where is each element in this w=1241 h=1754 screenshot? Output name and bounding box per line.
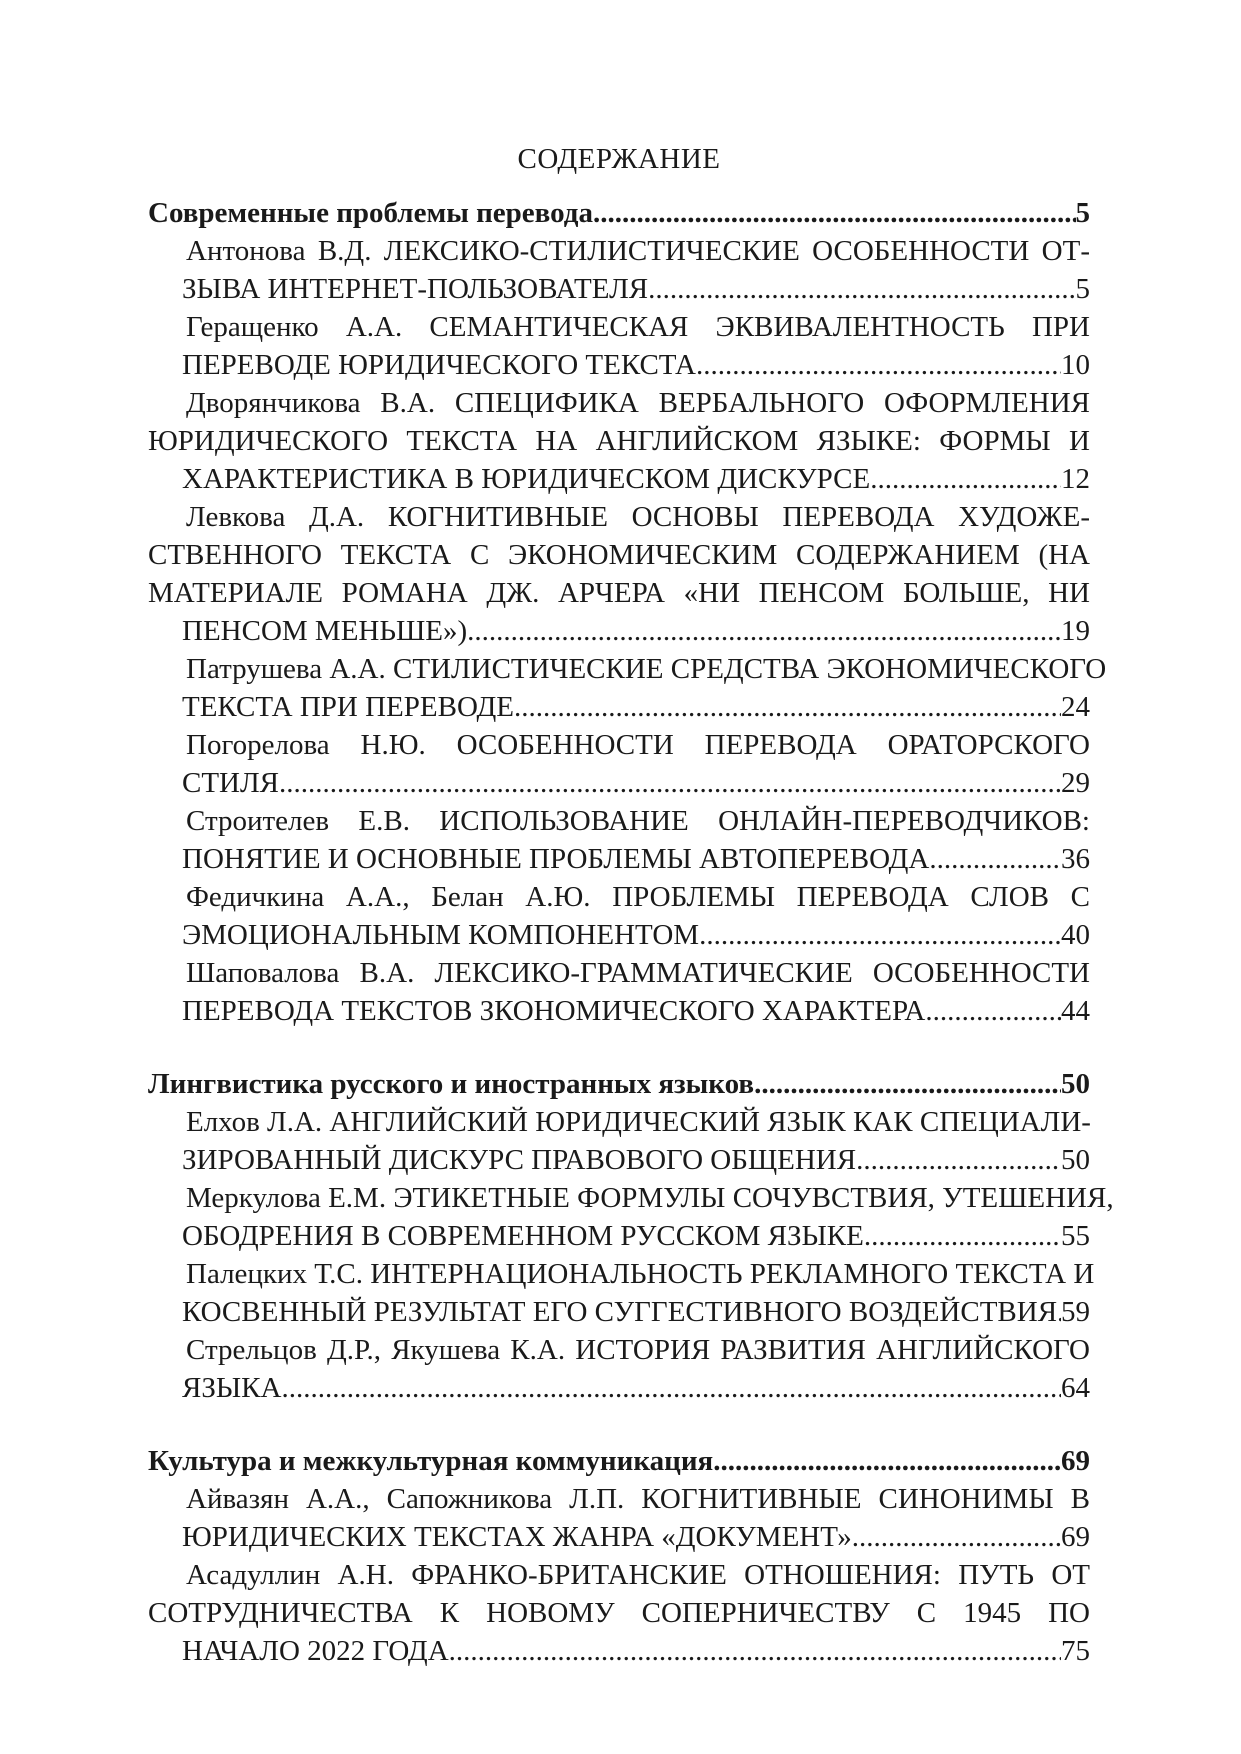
toc-section: [148, 194, 1107, 1030]
entry-text: ПЕРЕВОДЕ ЮРИДИЧЕСКОГО ТЕКСТА: [182, 349, 696, 381]
page-number: 50: [1061, 1068, 1090, 1100]
entry-last-line: [148, 840, 1090, 878]
toc-entry[interactable]: [148, 308, 1090, 384]
entry-last-line: [148, 764, 1090, 802]
dot-leader: [754, 1065, 1061, 1103]
entry-last-line: [148, 916, 1090, 954]
entry-last-line: [148, 1217, 1090, 1255]
dot-leader: [925, 992, 1061, 1030]
entry-last-line: [148, 1518, 1090, 1556]
entry-line: Геращенко А.А. СЕМАНТИЧЕСКАЯ ЭКВИВАЛЕНТНОСТЬ ПРИ: [186, 311, 1090, 343]
dot-leader: [870, 460, 1061, 498]
page-number: 5: [1075, 197, 1090, 229]
entry-line: Асадуллин А.Н. ФРАНКО-БРИТАНСКИЕ ОТНОШЕНИЯ: ПУТЬ ОТ: [186, 1559, 1090, 1591]
dot-leader: [696, 346, 1061, 384]
page-title: СОДЕРЖАНИЕ: [517, 143, 721, 175]
entry-line: МАТЕРИАЛЕ РОМАНА ДЖ. АРЧЕРА «НИ ПЕНСОМ БОЛЬШЕ, НИ: [148, 577, 1090, 609]
toc-entry[interactable]: [148, 1556, 1090, 1670]
entry-text: ПОНЯТИЕ И ОСНОВНЫЕ ПРОБЛЕМЫ АВТОПЕРЕВОДА: [182, 843, 930, 875]
toc-entry[interactable]: [148, 726, 1090, 802]
dot-leader: [467, 612, 1061, 650]
page-number: 50: [1061, 1144, 1090, 1176]
entry-text: ЮРИДИЧЕСКИХ ТЕКСТАХ ЖАНРА «ДОКУМЕНТ»: [182, 1521, 852, 1553]
dot-leader: [514, 688, 1061, 726]
page-number: 19: [1061, 615, 1090, 647]
page-number: 55: [1061, 1220, 1090, 1252]
entry-line: Патрушева А.А. СТИЛИСТИЧЕСКИЕ СРЕДСТВА ЭКОНОМИЧЕСКОГО: [186, 653, 1107, 685]
entry-line: Дворянчикова В.А. СПЕЦИФИКА ВЕРБАЛЬНОГО ОФОРМЛЕНИЯ: [186, 387, 1090, 419]
entry-text: ТЕКСТА ПРИ ПЕРЕВОДЕ: [182, 691, 514, 723]
page-number: 44: [1061, 995, 1090, 1027]
table-of-contents: [148, 142, 1114, 1670]
dot-leader: [648, 270, 1075, 308]
entry-text: НАЧАЛО 2022 ГОДА: [182, 1635, 449, 1667]
entry-text: ХАРАКТЕРИСТИКА В ЮРИДИЧЕСКОМ ДИСКУРСЕ: [182, 463, 871, 495]
entry-line: Палецких Т.С. ИНТЕРНАЦИОНАЛЬНОСТЬ РЕКЛАМНОГО ТЕКСТА И: [186, 1258, 1095, 1290]
page-number: 24: [1061, 691, 1090, 723]
dot-leader: [281, 1369, 1061, 1407]
entry-line: Строителев Е.В. ИСПОЛЬЗОВАНИЕ ОНЛАЙН-ПЕРЕВОДЧИКОВ:: [186, 805, 1090, 837]
toc-entry[interactable]: [148, 232, 1090, 308]
entry-last-line: [148, 346, 1090, 384]
entry-text: ЗИРОВАННЫЙ ДИСКУРС ПРАВОВОГО ОБЩЕНИЯ: [182, 1144, 857, 1176]
page-number: 12: [1061, 463, 1090, 495]
toc-section: [148, 1065, 1114, 1407]
toc-entry[interactable]: [148, 1480, 1090, 1556]
dot-leader: [713, 1442, 1061, 1480]
toc-entry[interactable]: [148, 1255, 1095, 1331]
entry-line: СТВЕННОГО ТЕКСТА С ЭКОНОМИЧЕСКИМ СОДЕРЖАНИЕМ (НА: [148, 539, 1090, 571]
entry-text: КОСВЕННЫЙ РЕЗУЛЬТАТ ЕГО СУГГЕСТИВНОГО ВОЗДЕЙСТВИЯ: [182, 1296, 1058, 1328]
page-number: 69: [1061, 1445, 1090, 1477]
toc-entry[interactable]: [148, 954, 1090, 1030]
page-number: 75: [1061, 1635, 1090, 1667]
entry-line: ЮРИДИЧЕСКОГО ТЕКСТА НА АНГЛИЙСКОМ ЯЗЫКЕ: ФОРМЫ И: [148, 425, 1090, 457]
entry-text: ЯЗЫКА: [182, 1372, 282, 1404]
entry-line: Левкова Д.А. КОГНИТИВНЫЕ ОСНОВЫ ПЕРЕВОДА ХУДОЖЕ-: [186, 501, 1090, 533]
toc-entry[interactable]: [148, 650, 1107, 726]
entry-text: СТИЛЯ: [182, 767, 280, 799]
entry-text: ПЕРЕВОДА ТЕКСТОВ ЗКОНОМИЧЕСКОГО ХАРАКТЕРА: [182, 995, 926, 1027]
entry-text: ЗЫВА ИНТЕРНЕТ-ПОЛЬЗОВАТЕЛЯ: [182, 273, 649, 305]
dot-leader: [864, 1217, 1061, 1255]
toc-entry[interactable]: [148, 498, 1090, 650]
toc-entry[interactable]: [148, 802, 1090, 878]
toc-entry[interactable]: [148, 384, 1090, 498]
page-number: 69: [1061, 1521, 1090, 1553]
dot-leader: [699, 916, 1061, 954]
entry-text: ПЕНСОМ МЕНЬШЕ»): [182, 615, 468, 647]
entry-line: Стрельцов Д.Р., Якушева К.А. ИСТОРИЯ РАЗВИТИЯ АНГЛИЙСКОГО: [186, 1334, 1090, 1366]
entry-line: Меркулова Е.М. ЭТИКЕТНЫЕ ФОРМУЛЫ СОЧУВСТВИЯ, УТЕШЕНИЯ,: [186, 1182, 1114, 1214]
toc-entry[interactable]: [148, 1179, 1114, 1255]
entry-last-line: [148, 612, 1090, 650]
dot-leader: [856, 1141, 1061, 1179]
toc-entry[interactable]: [148, 878, 1090, 954]
page-number: 10: [1061, 349, 1090, 381]
entry-line: Антонова В.Д. ЛЕКСИКО-СТИЛИСТИЧЕСКИЕ ОСОБЕННОСТИ ОТ-: [186, 235, 1090, 267]
entry-text: ОБОДРЕНИЯ В СОВРЕМЕННОМ РУССКОМ ЯЗЫКЕ: [182, 1220, 864, 1252]
entry-last-line: [148, 1293, 1090, 1331]
page-number: 36: [1061, 843, 1090, 875]
dot-leader: [593, 194, 1076, 232]
page-number: 64: [1061, 1372, 1090, 1404]
section-title: Лингвистика русского и иностранных языков: [148, 1068, 755, 1100]
page-number: 5: [1075, 273, 1090, 305]
entry-line: Айвазян А.А., Сапожникова Л.П. КОГНИТИВНЫЕ СИНОНИМЫ В: [186, 1483, 1090, 1515]
entry-last-line: [148, 270, 1090, 308]
entry-last-line: [148, 460, 1090, 498]
entry-last-line: [148, 1632, 1090, 1670]
page-number: 59: [1061, 1296, 1090, 1328]
dot-leader: [279, 764, 1061, 802]
dot-leader: [929, 840, 1061, 878]
entry-line: СОТРУДНИЧЕСТВА К НОВОМУ СОПЕРНИЧЕСТВУ С 1945 ПО: [148, 1597, 1090, 1629]
page-number: 29: [1061, 767, 1090, 799]
entry-last-line: [148, 1141, 1090, 1179]
section-title: Современные проблемы перевода: [148, 197, 593, 229]
toc-body: [148, 194, 1114, 1670]
dot-leader: [449, 1632, 1061, 1670]
entry-line: Шаповалова В.А. ЛЕКСИКО-ГРАММАТИЧЕСКИЕ ОСОБЕННОСТИ: [186, 957, 1090, 989]
entry-line: Федичкина А.А., Белан А.Ю. ПРОБЛЕМЫ ПЕРЕВОДА СЛОВ С: [186, 881, 1090, 913]
entry-line: Елхов Л.А. АНГЛИЙСКИЙ ЮРИДИЧЕСКИЙ ЯЗЫК КАК СПЕЦИАЛИ-: [186, 1106, 1091, 1138]
section-title: Культура и межкультурная коммуникация: [148, 1445, 714, 1477]
section-heading[interactable]: [148, 194, 1090, 232]
toc-section: [148, 1442, 1090, 1670]
section-heading[interactable]: [148, 1065, 1090, 1103]
toc-entry[interactable]: [148, 1103, 1090, 1179]
dot-leader: [852, 1518, 1061, 1556]
entry-text: ЭМОЦИОНАЛЬНЫМ КОМПОНЕНТОМ: [182, 919, 700, 951]
entry-last-line: [148, 688, 1090, 726]
section-heading[interactable]: [148, 1442, 1090, 1480]
entry-last-line: [148, 992, 1090, 1030]
entry-line: Погорелова Н.Ю. ОСОБЕННОСТИ ПЕРЕВОДА ОРАТОРСКОГО: [186, 729, 1090, 761]
toc-entry[interactable]: [148, 1331, 1090, 1407]
entry-last-line: [148, 1369, 1090, 1407]
page-number: 40: [1061, 919, 1090, 951]
